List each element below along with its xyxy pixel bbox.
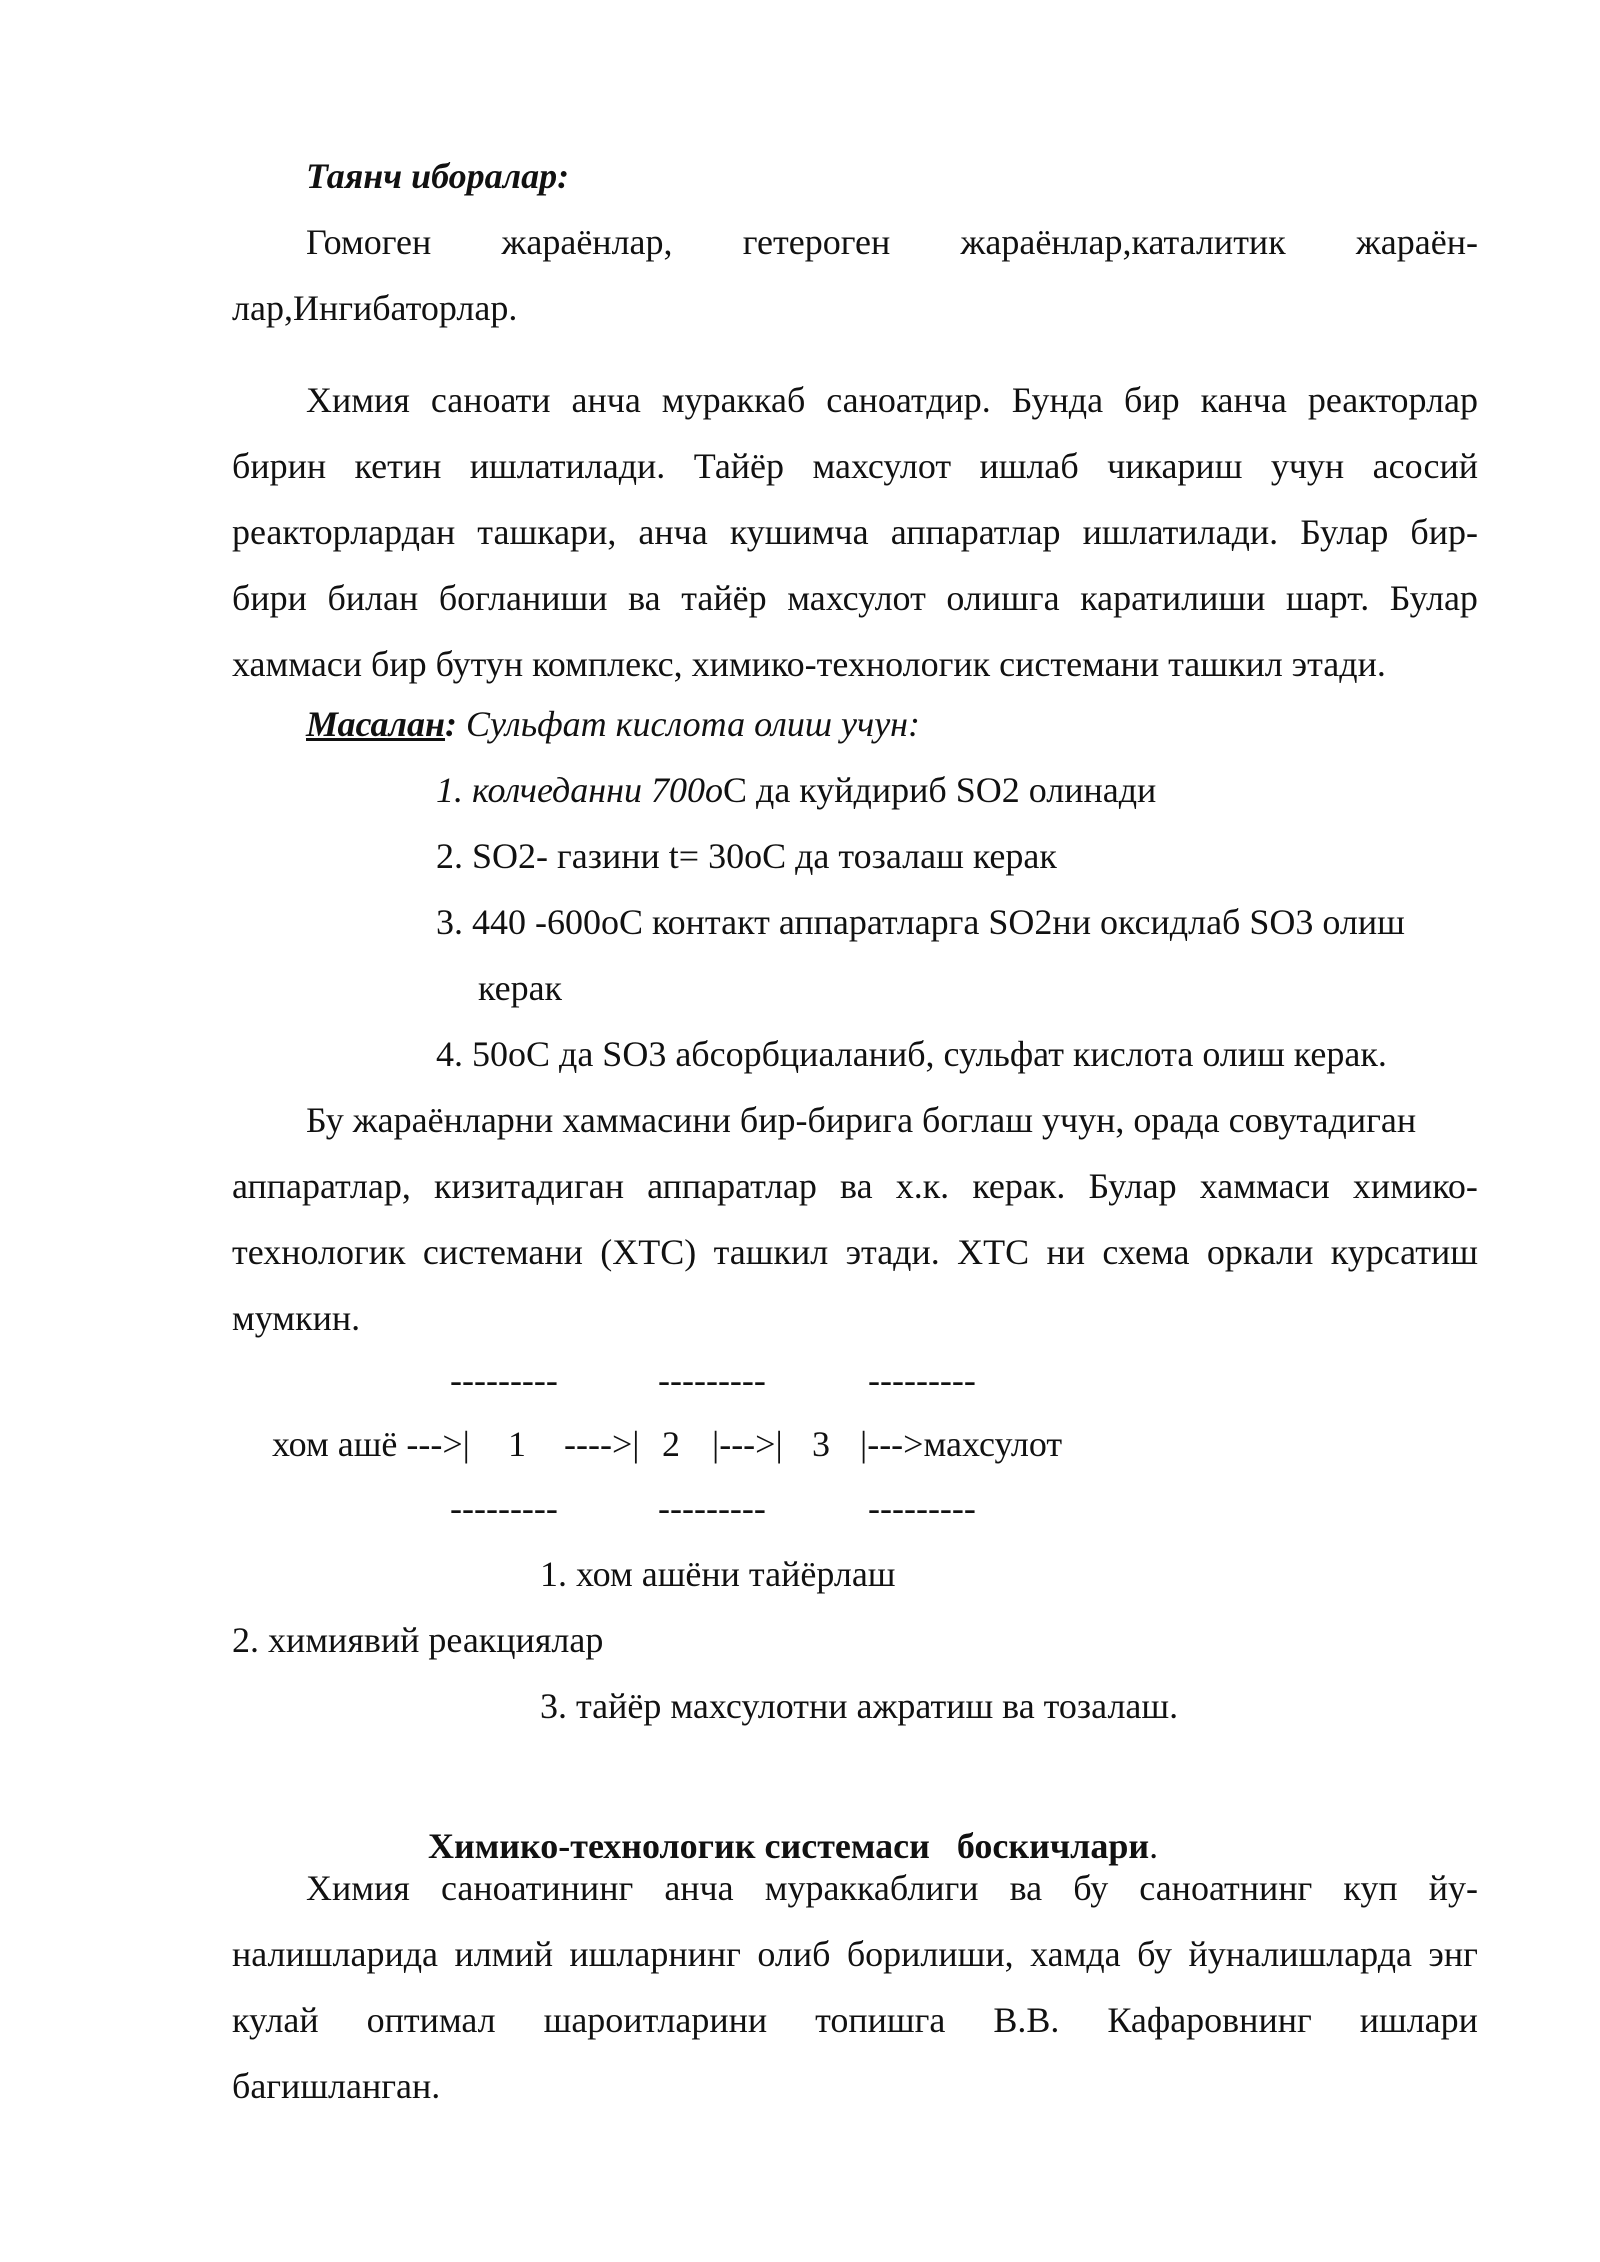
word: олиб <box>757 1934 831 1974</box>
para1-line-2 <box>232 442 1478 490</box>
scheme-box-3: 3 <box>812 1424 830 1464</box>
scheme-arrow-1: ---->| <box>564 1424 640 1464</box>
word: ишлаб <box>979 446 1079 486</box>
word: кушимча <box>729 512 869 552</box>
word: богланиши <box>438 578 608 618</box>
word: илмий <box>454 1934 553 1974</box>
para1-line-3 <box>232 508 1478 556</box>
example-text: Сульфат кислота олиш учун: <box>457 704 921 744</box>
word: билан <box>327 578 419 618</box>
word: анча <box>571 380 641 420</box>
word: Тайёр <box>693 446 785 486</box>
word: ишлатилади. <box>469 446 666 486</box>
scheme-bottom-dash-1: --------- <box>450 1488 558 1528</box>
example-colon: : <box>445 704 458 744</box>
word: бу <box>1073 1868 1109 1908</box>
word: Булар <box>1389 578 1478 618</box>
word: жараёнлар,каталитик <box>960 222 1286 262</box>
scheme-box-2: 2 <box>662 1424 680 1464</box>
word: Химия <box>306 380 410 420</box>
word: оптимал <box>366 2000 496 2040</box>
word: шарт. <box>1285 578 1370 618</box>
word: бири <box>232 578 307 618</box>
word: х.к. <box>895 1166 950 1206</box>
para3-line-1 <box>306 1864 1478 1912</box>
word: технологик <box>232 1232 406 1272</box>
word: канча <box>1200 380 1287 420</box>
word: энг <box>1428 1934 1478 1974</box>
word: В.В. <box>993 2000 1060 2040</box>
word: йуналишларда <box>1188 1934 1412 1974</box>
word: саноатдир. <box>826 380 991 420</box>
word: Булар <box>1300 512 1389 552</box>
word: курсатиш <box>1330 1232 1478 1272</box>
word: кулай <box>232 2000 319 2040</box>
example-label: Масалан <box>306 704 446 744</box>
word: бирин <box>232 446 327 486</box>
word: ташкари, <box>477 512 617 552</box>
word: оркали <box>1206 1232 1314 1272</box>
example-intro <box>306 700 1478 748</box>
word: олишга <box>946 578 1060 618</box>
word: ишлари <box>1359 2000 1478 2040</box>
example-step-3: 3. 440 -600оС контакт аппаратларга SO2ни оксидлаб SO3 олиш <box>436 902 1405 942</box>
word: гетероген <box>742 222 891 262</box>
example-step-2: 2. SO2- газини t= 30оС да тозалаш керак <box>436 836 1057 876</box>
word: реакторлар <box>1307 380 1478 420</box>
word: реакторлардан <box>232 512 456 552</box>
stage-2: 2. химиявий реакциялар <box>232 1620 604 1660</box>
word: аппаратлар, <box>232 1166 411 1206</box>
scheme-top-dash-2: --------- <box>658 1360 766 1400</box>
stage-3: 3. тайёр махсулотни ажратиш ва тозалаш. <box>540 1686 1179 1726</box>
word: каратилиши <box>1080 578 1266 618</box>
word: борилиши, <box>846 1934 1014 1974</box>
para2-line-1: Бу жараёнларни хаммасини бир-бирига боглаш учун, орада совутадиган <box>306 1100 1417 1140</box>
word: кетин <box>354 446 442 486</box>
word: Химия <box>306 1868 410 1908</box>
para3-line-4: багишланган. <box>232 2066 441 2106</box>
word: (ХТС) <box>600 1232 697 1272</box>
word: ташкил <box>713 1232 829 1272</box>
word: шароитларини <box>543 2000 768 2040</box>
keywords-line-2: лар,Ингибаторлар. <box>232 288 518 328</box>
word: ишларнинг <box>569 1934 741 1974</box>
word: аппаратлар <box>647 1166 817 1206</box>
section-title-text: Химико-технологик системаси боскичлари <box>428 1826 1150 1866</box>
word: топишга <box>815 2000 946 2040</box>
word: керак. <box>972 1166 1066 1206</box>
word: аппаратлар <box>890 512 1061 552</box>
word: йу- <box>1428 1868 1478 1908</box>
word: анча <box>664 1868 734 1908</box>
keywords-line-1 <box>306 218 1478 266</box>
word: чикариш <box>1107 446 1243 486</box>
word: хамда <box>1030 1934 1121 1974</box>
scheme-top-dash-1: --------- <box>450 1360 558 1400</box>
para1-line-5: хаммаси бир бутун комплекс, химико-технологик системани ташкил этади. <box>232 644 1386 684</box>
para2-line-2 <box>232 1162 1478 1210</box>
scheme-box-1: 1 <box>508 1424 526 1464</box>
word: Кафаровнинг <box>1107 2000 1312 2040</box>
word: жараёнлар, <box>501 222 673 262</box>
para2-line-4: мумкин. <box>232 1298 361 1338</box>
stage-1: 1. хом ашёни тайёрлаш <box>540 1554 896 1594</box>
example-step-4: 4. 50оС да SO3 абсорбциаланиб, сульфат кислота олиш керак. <box>436 1034 1387 1074</box>
para2-line-3 <box>232 1228 1478 1276</box>
word: бир <box>1124 380 1180 420</box>
para3-line-2 <box>232 1930 1478 1978</box>
word: бир- <box>1410 512 1478 552</box>
word: махсулот <box>787 578 926 618</box>
scheme-top-dash-3: --------- <box>868 1360 976 1400</box>
word: ва <box>1009 1868 1043 1908</box>
word: учун <box>1270 446 1345 486</box>
scheme-arrow-2: |--->| <box>712 1424 783 1464</box>
step-text: С да куйдириб SO2 олинади <box>722 770 1157 810</box>
word: махсулот <box>812 446 952 486</box>
word: мураккаб <box>661 380 806 420</box>
scheme-bottom-dash-2: --------- <box>658 1488 766 1528</box>
word: асосий <box>1372 446 1478 486</box>
word: куп <box>1343 1868 1398 1908</box>
step-italic-part: 1. колчеданни 700о <box>436 770 723 810</box>
section-title-dot: . <box>1149 1826 1159 1866</box>
word: ва <box>628 578 661 618</box>
word: Гомоген <box>306 222 432 262</box>
word: этади. <box>845 1232 940 1272</box>
para3-line-3 <box>232 1996 1478 2044</box>
word: ХТС <box>957 1232 1030 1272</box>
word: Бунда <box>1011 380 1104 420</box>
example-step-3-cont: керак <box>478 968 563 1008</box>
word: ни <box>1046 1232 1086 1272</box>
word: налишларида <box>232 1934 439 1974</box>
word: химико- <box>1352 1166 1478 1206</box>
word: Булар <box>1088 1166 1177 1206</box>
example-step-1 <box>436 766 1476 814</box>
word: саноатининг <box>440 1868 634 1908</box>
para1-line-4 <box>232 574 1478 622</box>
word: саноати <box>430 380 551 420</box>
word: жараён- <box>1355 222 1478 262</box>
word: схема <box>1102 1232 1190 1272</box>
word: анча <box>638 512 708 552</box>
word: саноатнинг <box>1139 1868 1313 1908</box>
scheme-output: |--->махсулот <box>860 1424 1063 1464</box>
keywords-heading: Таянч иборалар: <box>306 156 570 196</box>
scheme-input: хом ашё --->| <box>272 1424 470 1464</box>
word: мураккаблиги <box>764 1868 979 1908</box>
word: ишлатилади. <box>1082 512 1279 552</box>
word: кизитадиган <box>433 1166 624 1206</box>
scheme-bottom-dash-3: --------- <box>868 1488 976 1528</box>
para1-line-1 <box>306 376 1478 424</box>
word: системани <box>422 1232 583 1272</box>
word: бу <box>1137 1934 1173 1974</box>
word: ва <box>840 1166 873 1206</box>
word: тайёр <box>681 578 767 618</box>
word: хаммаси <box>1199 1166 1330 1206</box>
